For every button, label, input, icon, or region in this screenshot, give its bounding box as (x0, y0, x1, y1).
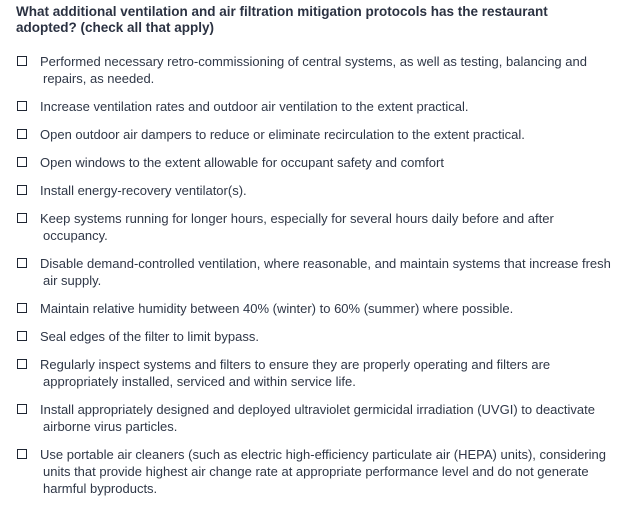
option-seal-filter[interactable] (16, 328, 612, 345)
option-label: Open windows to the extent allowable for occupant safety and comfort (40, 155, 444, 170)
option-label: Use portable air cleaners (such as electric high-efficiency particulate air (HEPA) units), considering units that provide highest air change rate at appropriate performance level and do not generate harmful byproducts. (40, 447, 606, 496)
option-humidity[interactable] (16, 300, 612, 317)
checkbox[interactable] (17, 56, 27, 66)
checkbox[interactable] (17, 213, 27, 223)
option-uvgi[interactable] (16, 401, 612, 435)
option-energy-recovery[interactable] (16, 182, 612, 199)
option-label: Open outdoor air dampers to reduce or eliminate recirculation to the extent practical. (40, 127, 525, 142)
option-disable-demand-control[interactable] (16, 255, 612, 289)
option-label: Increase ventilation rates and outdoor air ventilation to the extent practical. (40, 99, 469, 114)
option-label: Maintain relative humidity between 40% (winter) to 60% (summer) where possible. (40, 301, 514, 316)
checkbox[interactable] (17, 331, 27, 341)
checkbox-options-list (16, 53, 612, 508)
question-heading: What additional ventilation and air filtration mitigation protocols has the restaurant adopted? (check all that apply) (16, 4, 548, 35)
option-longer-hours[interactable] (16, 210, 612, 244)
checkbox[interactable] (17, 129, 27, 139)
option-portable-air-cleaners[interactable] (16, 446, 612, 497)
option-label: Disable demand-controlled ventilation, where reasonable, and maintain systems that increase fresh air supply. (40, 256, 611, 288)
option-open-dampers[interactable] (16, 126, 612, 143)
checkbox[interactable] (17, 101, 27, 111)
checkbox[interactable] (17, 449, 27, 459)
checkbox[interactable] (17, 359, 27, 369)
checkbox[interactable] (17, 157, 27, 167)
option-label: Install energy-recovery ventilator(s). (40, 183, 247, 198)
option-open-windows[interactable] (16, 154, 612, 171)
option-retro-commissioning[interactable] (16, 53, 612, 87)
option-label: Performed necessary retro-commissioning of central systems, as well as testing, balancing and repairs, as needed. (40, 54, 587, 86)
option-label: Regularly inspect systems and filters to ensure they are properly operating and filters are appropriately installed, serviced and within service life. (40, 357, 551, 389)
option-increase-ventilation[interactable] (16, 98, 612, 115)
option-label: Seal edges of the filter to limit bypass. (40, 329, 259, 344)
checkbox[interactable] (17, 303, 27, 313)
option-label: Install appropriately designed and deployed ultraviolet germicidal irradiation (UVGI) to deactivate airborne virus particles. (40, 402, 595, 434)
checkbox[interactable] (17, 258, 27, 268)
option-inspect-systems[interactable] (16, 356, 612, 390)
checkbox[interactable] (17, 404, 27, 414)
option-label: Keep systems running for longer hours, especially for several hours daily before and after occupancy. (40, 211, 554, 243)
checkbox[interactable] (17, 185, 27, 195)
